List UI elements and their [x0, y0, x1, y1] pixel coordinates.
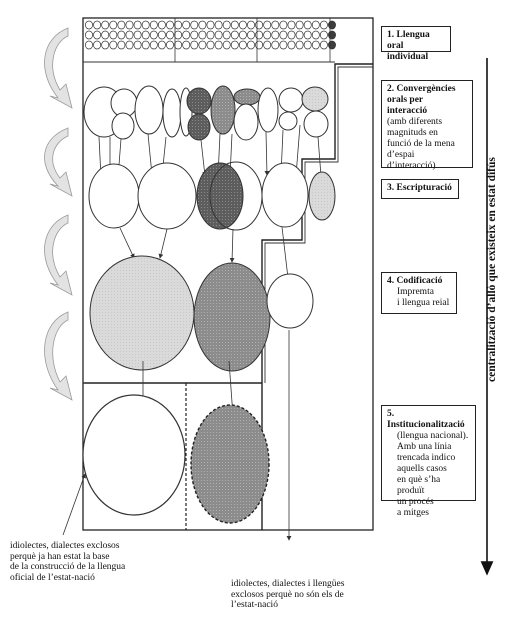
oral-circle: [158, 21, 165, 29]
note-left: [10, 541, 125, 583]
oral-circle: [110, 31, 117, 39]
oral-circle: [102, 31, 109, 39]
note-line: de la construcció de la llengua: [10, 562, 126, 572]
institutionalization-circles: [83, 395, 269, 523]
left-sweep-arrows: [45, 28, 72, 400]
oral-circle: [199, 41, 206, 49]
oral-circle: [272, 31, 279, 39]
stage-desc: Impremta: [397, 287, 434, 297]
oral-circle: [280, 31, 287, 39]
oral-circle: [126, 41, 133, 49]
oral-circle: [134, 21, 141, 29]
sweep-arrow: [45, 215, 72, 295]
oral-circle: [304, 21, 311, 29]
note-bottom: [231, 579, 344, 611]
oral-circle: [272, 21, 279, 29]
oral-circle: [304, 41, 311, 49]
stage-desc: trencada indico: [397, 453, 456, 463]
note-line: oficial de l’estat-nació: [10, 572, 95, 583]
oral-circle: [150, 41, 157, 49]
oral-circle: [126, 21, 133, 29]
stage-title: interacció: [387, 106, 428, 116]
axis-label: centralització d’allò que existeix en estat difús: [486, 157, 498, 382]
oral-circle: [256, 31, 263, 39]
oral-circle: [296, 31, 303, 39]
stage-desc: Amb una línia: [397, 442, 452, 452]
note-leaders: [63, 474, 85, 535]
oral-circle: [239, 31, 246, 39]
scripturalization-circles: [89, 162, 335, 230]
oral-circle: [183, 31, 190, 39]
oral-circle: [231, 31, 238, 39]
oral-circle: [264, 21, 271, 29]
oral-circle: [166, 31, 173, 39]
oral-circle: [166, 21, 173, 29]
oral-circle: [223, 31, 230, 39]
oral-circle: [223, 21, 230, 29]
oral-circle: [296, 21, 303, 29]
oral-circle: [199, 31, 206, 39]
oral-circle: [239, 41, 246, 49]
oral-circle: [215, 31, 222, 39]
oral-circle: [118, 41, 125, 49]
oral-circle: [207, 31, 214, 39]
oral-circle: [304, 31, 311, 39]
stage-title: orals per: [387, 95, 424, 105]
stage-desc: i llengua reial: [397, 298, 450, 308]
oral-circle: [85, 41, 92, 49]
oral-circle: [328, 21, 335, 29]
oral-circle: [328, 41, 335, 49]
oral-circle: [175, 31, 182, 39]
stage-title: 5. Institucionalització: [387, 409, 465, 430]
oral-circle: [312, 31, 319, 39]
oral-circle: [215, 41, 222, 49]
oral-circle: [312, 41, 319, 49]
oral-circle: [280, 41, 287, 49]
oral-circle: [118, 31, 125, 39]
oral-circle: [118, 21, 125, 29]
oral-circle: [256, 21, 263, 29]
oral-circle: [247, 41, 254, 49]
stage-desc: en què s’ha produït: [397, 475, 441, 496]
stage-desc: (amb diferents: [387, 117, 443, 127]
oral-circle: [256, 41, 263, 49]
oral-circle: [231, 21, 238, 29]
oral-circle: [94, 21, 101, 29]
oral-circle: [288, 41, 295, 49]
oral-circle: [272, 41, 279, 49]
codification-circles: [90, 256, 313, 371]
oral-circle: [142, 31, 149, 39]
stage-desc: magnituds en: [387, 128, 438, 138]
sweep-arrow: [45, 128, 72, 196]
oral-circle: [150, 31, 157, 39]
stage-desc: d’interacció): [387, 161, 436, 171]
note-line: exclosos perquè no són els de: [231, 589, 344, 600]
oral-circle: [142, 41, 149, 49]
oral-circle: [142, 21, 149, 29]
oral-circle: [191, 31, 198, 39]
oral-circle: [102, 21, 109, 29]
oral-circle: [328, 31, 335, 39]
stage-title: 3. Escripturació: [387, 183, 452, 193]
note-line: idiolectes, dialectes i llengües: [231, 579, 345, 589]
oral-circle: [288, 31, 295, 39]
oral-circle: [215, 21, 222, 29]
oral-circle: [85, 31, 92, 39]
stage-title: 1. Llengua oral: [387, 30, 430, 51]
stage-box-institutionalization: [381, 405, 476, 518]
stage-desc: a mitges: [397, 508, 429, 518]
oral-circle: [312, 21, 319, 29]
oral-circle: [126, 31, 133, 39]
oral-circle: [264, 41, 271, 49]
stage-desc: un procés: [397, 497, 434, 507]
note-line: idiolectes, dialectes exclosos: [10, 541, 120, 551]
oral-circle: [175, 21, 182, 29]
oral-circle: [110, 21, 117, 29]
stage-box-codification: [381, 272, 457, 314]
oral-circle: [94, 31, 101, 39]
oral-circle: [239, 21, 246, 29]
oral-circle: [247, 21, 254, 29]
stage-title: individual: [387, 52, 429, 62]
stage-desc: (llengua nacional).: [397, 431, 469, 441]
oral-circle: [134, 31, 141, 39]
oral-circle: [320, 41, 327, 49]
oral-circle: [288, 21, 295, 29]
oral-individual-circles: [85, 18, 335, 62]
oral-circle: [296, 41, 303, 49]
convergence-circles: [84, 86, 328, 140]
oral-circle: [183, 41, 190, 49]
oral-circle: [199, 21, 206, 29]
oral-circle: [134, 41, 141, 49]
stage-desc: d’espai: [387, 150, 415, 160]
oral-circle: [264, 31, 271, 39]
oral-circle: [280, 21, 287, 29]
oral-circle: [110, 41, 117, 49]
stage-desc: funció de la mena: [387, 139, 455, 149]
note-line: l’estat-nació: [231, 600, 278, 610]
oral-circle: [191, 41, 198, 49]
sweep-arrow: [45, 28, 72, 108]
oral-circle: [183, 21, 190, 29]
oral-circle: [158, 31, 165, 39]
oral-circle: [158, 41, 165, 49]
stage-title: 2. Convergències: [387, 84, 456, 94]
oral-circle: [150, 21, 157, 29]
stage-box-oral-individual: [381, 26, 451, 62]
oral-circle: [207, 41, 214, 49]
oral-circle: [85, 21, 92, 29]
sweep-arrow: [45, 312, 72, 400]
oral-circle: [231, 41, 238, 49]
stage-title: 4. Codificació: [387, 276, 443, 286]
oral-circle: [166, 41, 173, 49]
oral-circle: [191, 21, 198, 29]
oral-circle: [102, 41, 109, 49]
stage-desc: aquells casos: [397, 464, 447, 474]
stage-box-scripturalization: [381, 179, 459, 199]
oral-circle: [320, 21, 327, 29]
oral-circle: [247, 31, 254, 39]
note-line: perquè ja han estat la base: [10, 551, 110, 562]
oral-circle: [94, 41, 101, 49]
stage-box-convergence: [381, 80, 473, 171]
oral-circle: [175, 41, 182, 49]
oral-circle: [223, 41, 230, 49]
oral-circle: [207, 21, 214, 29]
oral-circle: [320, 31, 327, 39]
